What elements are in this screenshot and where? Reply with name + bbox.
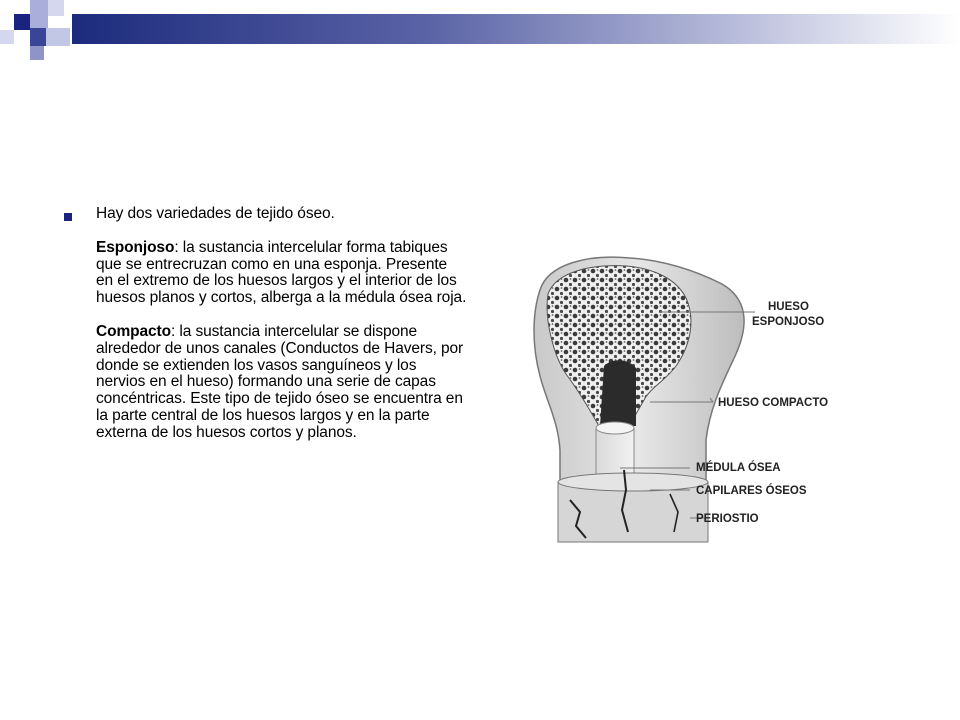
medullary-cavity [600, 360, 636, 426]
esponjoso-paragraph [96, 240, 468, 307]
header-decor-square [30, 0, 48, 28]
bone-diagram [500, 250, 900, 550]
label-medula-osea: MÉDULA ÓSEA [696, 462, 781, 474]
intro-text: Hay dos variedades de tejido óseo. [96, 205, 335, 222]
compacto-term: Compacto [96, 322, 171, 340]
compacto-description: : la sustancia intercelular se dispone alrededor de unos canales (Conductos de Havers, por donde se extienden los vasos sanguíneos y los nervios en el hueso) formando una serie de capas concéntricas. Este tipo de tejido óseo se encuentra en la parte central de los huesos largos y en la parte externa de los huesos cortos y planos. [96, 322, 464, 441]
header-decor-square [30, 28, 46, 46]
header-gradient-bar [72, 14, 960, 44]
header-decor-square [14, 14, 30, 30]
esponjoso-description: : la sustancia intercelular forma tabiques que se entrecruzan como en una esponja. Presente en el extremo de los huesos largos y el interior de los huesos planos y cortos, alberga a la médula ósea roja. [96, 238, 467, 307]
label-periostio: PERIOSTIO [696, 513, 759, 525]
bullet-text [96, 206, 468, 442]
header-decor-square [30, 46, 44, 60]
header-decor-square [46, 28, 70, 46]
bullet-icon [64, 213, 72, 221]
label-capilares-oseos: CAPILARES ÓSEOS [696, 485, 807, 497]
esponjoso-term: Esponjoso [96, 238, 175, 256]
compacto-paragraph [96, 324, 468, 442]
slide-body [64, 206, 468, 442]
header-decor-square [0, 30, 14, 44]
label-hueso-compacto: HUESO COMPACTO [718, 397, 829, 409]
label-hueso: HUESO [768, 301, 809, 313]
header-decor-square [48, 0, 64, 16]
label-esponjoso: ESPONJOSO [752, 316, 825, 328]
